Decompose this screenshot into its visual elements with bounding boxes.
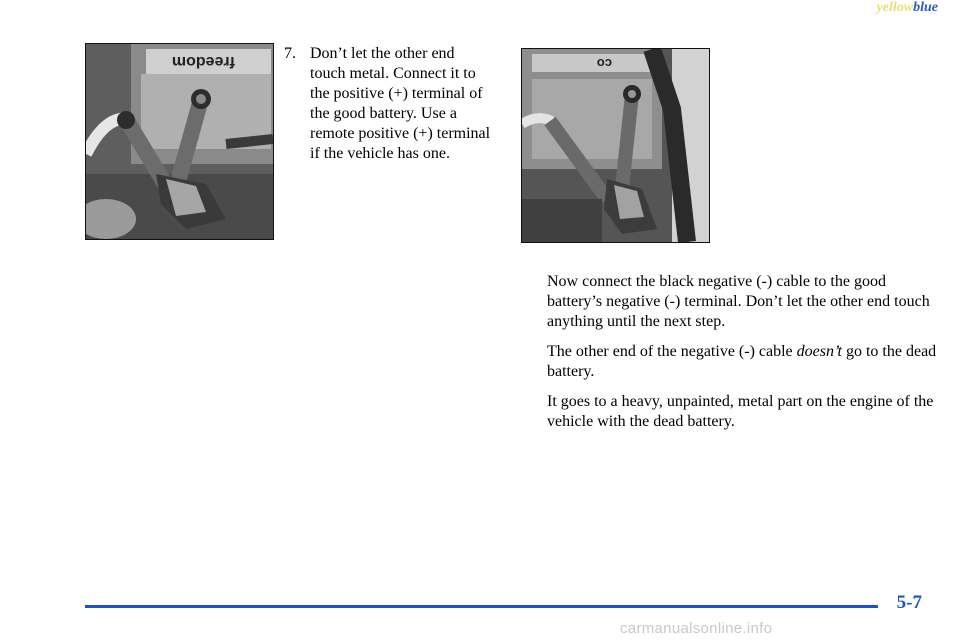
photo-illustration xyxy=(86,44,273,239)
paragraph-connect-negative: Now connect the black negative (-) cable to the good battery’s negative (-) terminal. Don’t let the other end touch anything until the next step. xyxy=(547,273,930,330)
instructions-body xyxy=(547,272,937,442)
blue-tag-text: blue xyxy=(913,0,938,15)
page-number: 5-7 xyxy=(896,592,922,613)
battery-label-text: co xyxy=(596,56,612,71)
print-color-tag xyxy=(877,0,938,16)
photo-clamp-negative-terminal xyxy=(521,48,710,243)
watermark: carmanualsonline.info xyxy=(620,620,773,637)
footer-divider xyxy=(85,605,878,608)
yellow-tag-text: yellow xyxy=(876,0,914,15)
paragraph-other-end xyxy=(547,342,937,382)
paragraph-other-end-start: The other end of the negative (-) cable xyxy=(547,343,797,360)
step-text: Don’t let the other end touch metal. Connect it to the positive (+) terminal of the good battery. Use a remote positive (+) terminal if the vehicle has one. xyxy=(310,45,491,162)
step-number: 7. xyxy=(284,45,296,62)
paragraph-other-end-end: go to the dead battery. xyxy=(547,343,937,380)
paragraph-metal-part: It goes to a heavy, unpainted, metal part on the engine of the vehicle with the dead battery. xyxy=(547,393,934,430)
paragraph-other-end-emphasis: doesn’t xyxy=(796,343,842,360)
photo-clamp-positive-terminal xyxy=(85,43,274,240)
battery-label-text: freedom xyxy=(171,53,235,70)
step-7 xyxy=(284,44,494,164)
photo-illustration xyxy=(522,49,709,242)
